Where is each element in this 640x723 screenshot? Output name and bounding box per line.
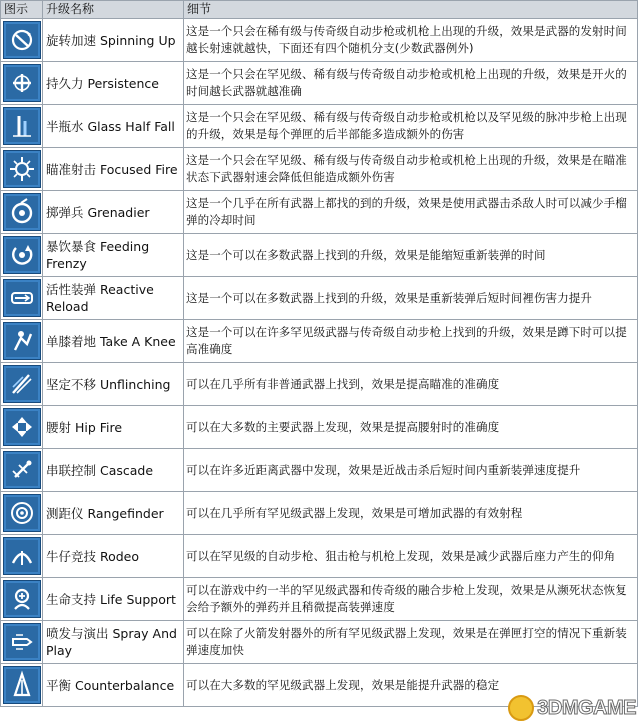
life-support-icon (3, 580, 41, 618)
table-row (1, 234, 638, 277)
perk-detail: 可以在罕见级的自动步枪、狙击枪与机枪上发现，效果是减少武器后座力产生的仰角 (184, 535, 638, 578)
table-row (1, 535, 638, 578)
perk-icon-cell (1, 535, 43, 578)
spinning-up-icon (3, 21, 41, 59)
table-row (1, 449, 638, 492)
table-row (1, 363, 638, 406)
reactive-reload-icon (3, 279, 41, 317)
perk-detail: 这是一个只会在稀有级与传奇级自动步枪或机枪上出现的升级，效果是武器的发射时间越长射速就越快，下面还有四个随机分支(少数武器例外) (184, 19, 638, 62)
perk-icon-cell (1, 621, 43, 664)
perk-icon-cell (1, 664, 43, 707)
perk-name: 喷发与演出 Spray And Play (43, 621, 184, 664)
perk-detail: 可以在游戏中约一半的罕见级武器和传奇级的融合步枪上发现，效果是从濒死状态恢复会给予额外的弹药并且稍微提高装弹速度 (184, 578, 638, 621)
rodeo-icon (3, 537, 41, 575)
perk-name: 牛仔竞技 Rodeo (43, 535, 184, 578)
perk-icon-cell (1, 406, 43, 449)
hip-fire-icon (3, 408, 41, 446)
perk-name: 单膝着地 Take A Knee (43, 320, 184, 363)
perk-name: 活性装弹 Reactive Reload (43, 277, 184, 320)
table-row (1, 191, 638, 234)
watermark-text: 3DMGAME (537, 696, 636, 719)
persistence-icon (3, 64, 41, 102)
perk-icon-cell (1, 363, 43, 406)
perk-icon-cell (1, 148, 43, 191)
perk-icon-cell (1, 277, 43, 320)
perk-detail: 可以在几乎所有罕见级武器上发现，效果是可增加武器的有效射程 (184, 492, 638, 535)
perk-name: 掷弹兵 Grenadier (43, 191, 184, 234)
take-a-knee-icon (3, 322, 41, 360)
header-detail: 细节 (184, 1, 638, 19)
feeding-frenzy-icon (3, 236, 41, 274)
perk-name: 旋转加速 Spinning Up (43, 19, 184, 62)
header-icon: 图示 (1, 1, 43, 19)
perk-icon-cell (1, 19, 43, 62)
header-name: 升级名称 (43, 1, 184, 19)
table-row (1, 578, 638, 621)
table-row (1, 19, 638, 62)
perk-icon-cell (1, 105, 43, 148)
perk-icon-cell (1, 191, 43, 234)
perk-name: 坚定不移 Unflinching (43, 363, 184, 406)
perk-detail: 可以在许多近距离武器中发现，效果是近战击杀后短时间内重新装弹速度提升 (184, 449, 638, 492)
table-row (1, 320, 638, 363)
perk-icon-cell (1, 449, 43, 492)
counterbalance-icon (3, 666, 41, 704)
perk-detail: 可以在几乎所有非普通武器上找到，效果是提高瞄准的准确度 (184, 363, 638, 406)
table-row (1, 105, 638, 148)
perk-icon-cell (1, 234, 43, 277)
glass-half-full-icon (3, 107, 41, 145)
perk-name: 暴饮暴食 Feeding Frenzy (43, 234, 184, 277)
unflinching-icon (3, 365, 41, 403)
perk-detail: 可以在除了火箭发射器外的所有罕见级武器上发现，效果是在弹匣打空的情况下重新装弹速度加快 (184, 621, 638, 664)
perk-name: 半瓶水 Glass Half Fall (43, 105, 184, 148)
perk-icon-cell (1, 62, 43, 105)
cascade-icon (3, 451, 41, 489)
perk-icon-cell (1, 492, 43, 535)
watermark-logo-icon (508, 695, 534, 721)
watermark (508, 695, 636, 721)
perk-detail: 这是一个只会在罕见级、稀有级与传奇级自动步枪或机枪上出现的升级，效果是在瞄准状态下武器射速会降低但能造成额外伤害 (184, 148, 638, 191)
perk-name: 瞄准射击 Focused Fire (43, 148, 184, 191)
perk-detail: 这是一个可以在多数武器上找到的升级，效果是重新装弹后短时间裡伤害力提升 (184, 277, 638, 320)
perk-detail: 这是一个可以在许多罕见级武器与传奇级自动步枪上找到的升级，效果是蹲下时可以提高准确度 (184, 320, 638, 363)
focused-fire-icon (3, 150, 41, 188)
table-row (1, 492, 638, 535)
perk-name: 腰射 Hip Fire (43, 406, 184, 449)
perk-detail: 这是一个几乎在所有武器上都找的到的升级，效果是使用武器击杀敌人时可以减少手榴弹的冷却时间 (184, 191, 638, 234)
table-row (1, 406, 638, 449)
perk-detail: 这是一个只会在罕见级、稀有级与传奇级自动步枪或机枪以及罕见级的脉冲步枪上出现的升级，效果是每个弹匣的后半部能多造成额外的伤害 (184, 105, 638, 148)
perk-name: 持久力 Persistence (43, 62, 184, 105)
perk-icon-cell (1, 320, 43, 363)
table-row (1, 277, 638, 320)
perk-icon-cell (1, 578, 43, 621)
perk-detail: 这是一个只会在罕见级、稀有级与传奇级自动步枪或机枪上出现的升级，效果是开火的时间越长武器就越准确 (184, 62, 638, 105)
perk-detail: 可以在大多数的主要武器上发现，效果是提高腰射时的准确度 (184, 406, 638, 449)
table-row (1, 62, 638, 105)
rangefinder-icon (3, 494, 41, 532)
perk-detail: 可以在大多数的罕见级武器上发现，效果是能提升武器的稳定 (184, 664, 638, 707)
perk-detail: 这是一个可以在多数武器上找到的升级，效果是能缩短重新装弹的时间 (184, 234, 638, 277)
table-header (1, 1, 638, 19)
perk-name: 平衡 Counterbalance (43, 664, 184, 707)
perk-name: 串联控制 Cascade (43, 449, 184, 492)
grenadier-icon (3, 193, 41, 231)
table-row (1, 621, 638, 664)
table-row (1, 148, 638, 191)
spray-and-play-icon (3, 623, 41, 661)
perk-name: 测距仪 Rangefinder (43, 492, 184, 535)
perk-name: 生命支持 Life Support (43, 578, 184, 621)
